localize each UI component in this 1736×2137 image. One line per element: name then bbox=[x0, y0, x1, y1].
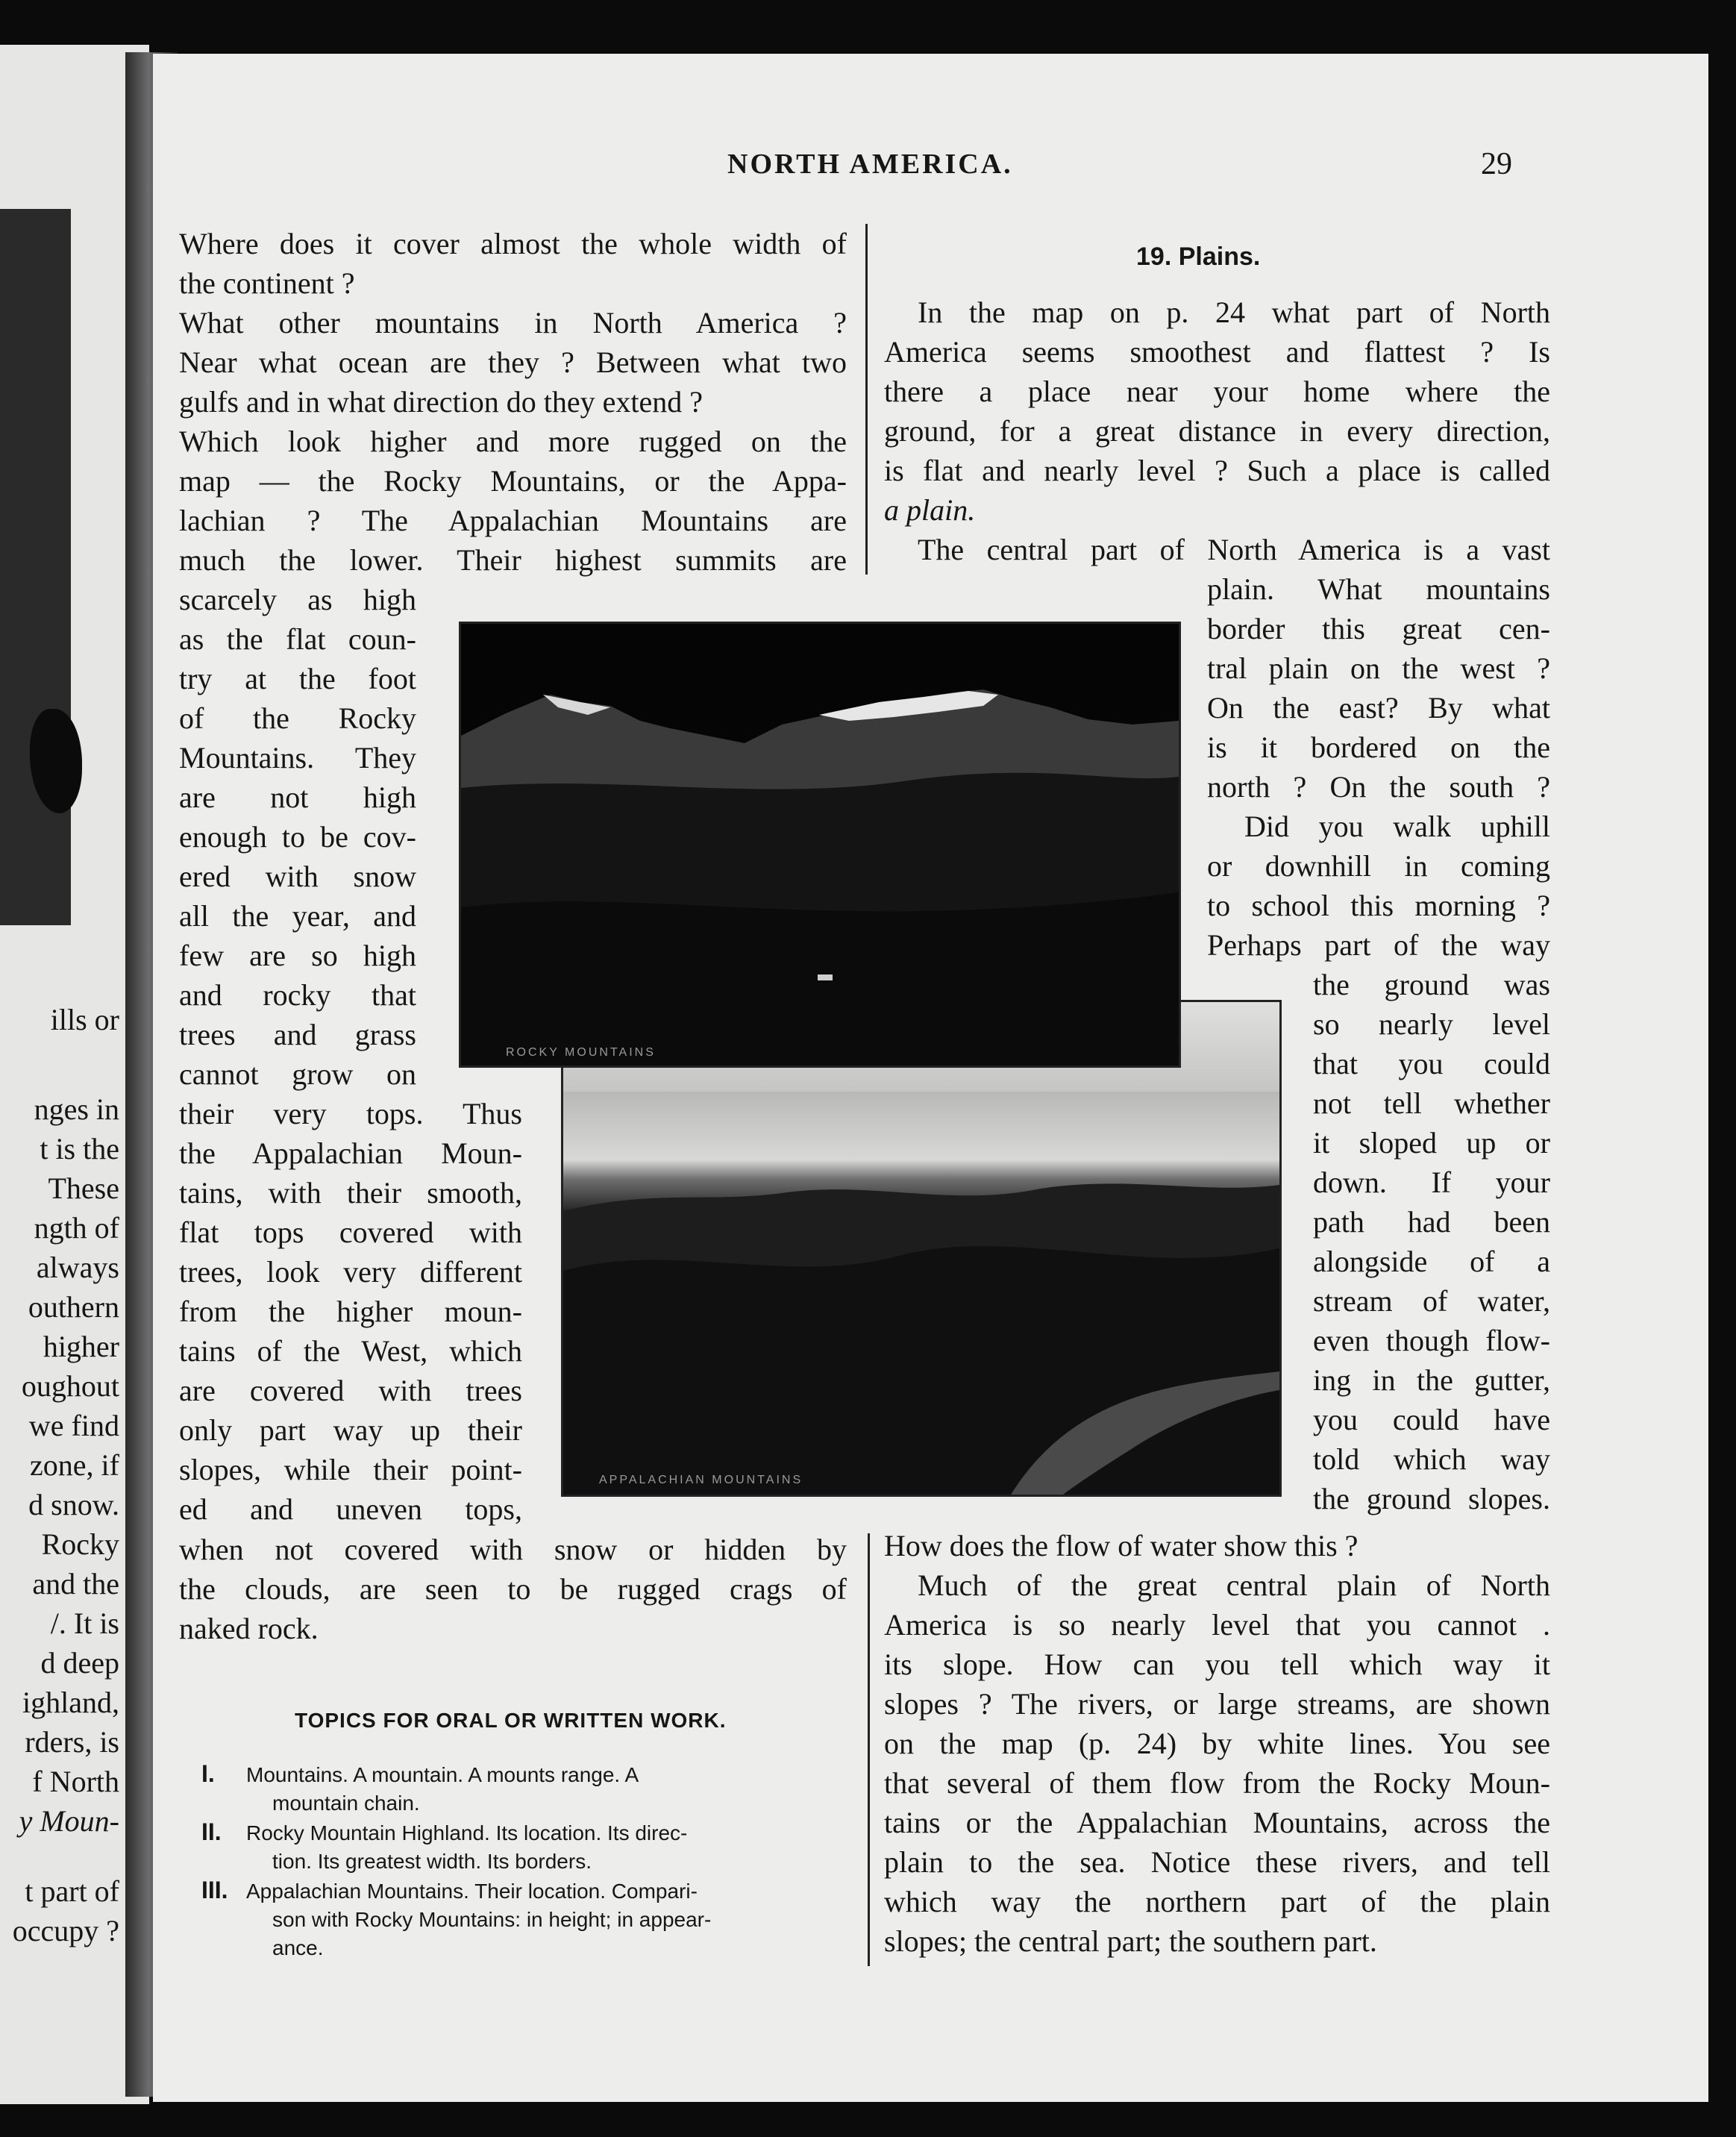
right-column-line: that several of them flow from the Rocky Moun- bbox=[884, 1766, 1550, 1800]
facing-page-line: ills or bbox=[50, 1003, 119, 1036]
topic-line: ance. bbox=[272, 1936, 324, 1959]
left-column-line: their very tops. Thus bbox=[179, 1097, 522, 1130]
page-number: 29 bbox=[1481, 147, 1512, 181]
left-column-line: naked rock. bbox=[179, 1612, 319, 1645]
left-column-line: Where does it cover almost the whole width of bbox=[179, 227, 847, 260]
right-column-line: ing in the gutter, bbox=[1313, 1363, 1550, 1397]
rocky-landscape-graphic bbox=[461, 624, 1179, 1066]
facing-page-line: zone, if bbox=[30, 1448, 119, 1482]
left-column-line: lachian ? The Appalachian Mountains are bbox=[179, 504, 847, 537]
right-column-line: alongside of a bbox=[1313, 1245, 1550, 1278]
appalachian-mountains-photo bbox=[561, 1000, 1282, 1497]
facing-page-line: f North bbox=[32, 1765, 119, 1798]
right-column-line: America is so nearly level that you cannot . bbox=[884, 1608, 1550, 1642]
right-column-line: down. If your bbox=[1313, 1166, 1550, 1199]
right-column-line: not tell whether bbox=[1313, 1086, 1550, 1120]
left-column-line: map — the Rocky Mountains, or the Appa- bbox=[179, 464, 847, 498]
right-column-line: plain. What mountains bbox=[1207, 572, 1550, 606]
left-column-line: only part way up their bbox=[179, 1413, 522, 1447]
facing-page-line: These bbox=[48, 1171, 119, 1205]
left-column-line: are covered with trees bbox=[179, 1374, 522, 1407]
left-column-line: much the lower. Their highest summits are bbox=[179, 543, 847, 577]
right-column-line: it sloped up or bbox=[1313, 1126, 1550, 1160]
right-column-line: tral plain on the west ? bbox=[1207, 651, 1550, 685]
topic-number: I. bbox=[201, 1760, 215, 1787]
topic-line: Rocky Mountain Highland. Its location. Its direc- bbox=[246, 1821, 688, 1845]
right-column-line: path had been bbox=[1313, 1205, 1550, 1239]
right-column-line: there a place near your home where the bbox=[884, 375, 1550, 408]
left-column-line: ed and uneven tops, bbox=[179, 1492, 522, 1526]
right-column-line: that you could bbox=[1313, 1047, 1550, 1080]
left-column-line: Near what ocean are they ? Between what two bbox=[179, 345, 847, 379]
left-column-line: the clouds, are seen to be rugged crags of bbox=[179, 1572, 847, 1606]
column-rule bbox=[868, 1533, 870, 1966]
left-column-line: the Appalachian Moun- bbox=[179, 1136, 522, 1170]
right-column-line: a plain. bbox=[884, 493, 976, 527]
facing-page-line: Rocky bbox=[41, 1527, 119, 1561]
left-column-line: Which look higher and more rugged on the bbox=[179, 425, 847, 458]
facing-page-line: ighland, bbox=[22, 1686, 119, 1719]
facing-page-line: we find bbox=[28, 1409, 119, 1442]
left-column-line: Mountains. They bbox=[179, 741, 416, 775]
facing-page-photo bbox=[0, 209, 71, 925]
left-column-line: tains of the West, which bbox=[179, 1334, 522, 1368]
right-column-line: tains or the Appalachian Mountains, across the bbox=[884, 1806, 1550, 1839]
facing-page-line: rders, is bbox=[25, 1725, 119, 1759]
left-column-line: What other mountains in North America ? bbox=[179, 306, 847, 340]
right-column-line: on the map (p. 24) by white lines. You see bbox=[884, 1727, 1550, 1760]
facing-page-line: and the bbox=[32, 1567, 119, 1601]
right-column-line: America seems smoothest and flattest ? Is bbox=[884, 335, 1550, 369]
right-column-line: ground, for a great distance in every direction, bbox=[884, 414, 1550, 448]
right-column-line: you could have bbox=[1313, 1403, 1550, 1436]
left-column-line: cannot grow on bbox=[179, 1057, 416, 1091]
left-column-line: enough to be cov- bbox=[179, 820, 416, 854]
topic-line: mountain chain. bbox=[272, 1792, 420, 1815]
right-column-line: or downhill in coming bbox=[1207, 849, 1550, 883]
left-column-line: the continent ? bbox=[179, 266, 355, 300]
photo-caption: ROCKY MOUNTAINS bbox=[506, 1046, 656, 1059]
right-column-line: the ground slopes. bbox=[1313, 1482, 1550, 1515]
topic-line: son with Rocky Mountains: in height; in appear- bbox=[272, 1908, 712, 1931]
facing-page-line: occupy ? bbox=[12, 1914, 119, 1947]
left-column-line: are not high bbox=[179, 780, 416, 814]
right-column-line: The central part of North America is a vast bbox=[918, 533, 1550, 566]
right-column-line: told which way bbox=[1313, 1442, 1550, 1476]
right-column-line: plain to the sea. Notice these rivers, and tell bbox=[884, 1845, 1550, 1879]
right-column-line: Perhaps part of the way bbox=[1207, 928, 1550, 962]
topic-number: II. bbox=[201, 1818, 222, 1845]
right-column-line: is it bordered on the bbox=[1207, 730, 1550, 764]
topic-line: Mountains. A mountain. A mounts range. A bbox=[246, 1763, 639, 1786]
topic-item bbox=[201, 1760, 858, 1818]
facing-page-line: higher bbox=[43, 1330, 119, 1363]
facing-page-line: t part of bbox=[25, 1874, 119, 1908]
left-column-line: tains, with their smooth, bbox=[179, 1176, 522, 1210]
left-column-line: trees and grass bbox=[179, 1018, 416, 1051]
facing-page-line: outhern bbox=[28, 1290, 119, 1324]
right-column-line: slopes ? The rivers, or large streams, are shown bbox=[884, 1687, 1550, 1721]
left-column-line: ered with snow bbox=[179, 860, 416, 893]
right-column-line: so nearly level bbox=[1313, 1007, 1550, 1041]
rocky-mountains-photo bbox=[459, 622, 1181, 1068]
left-column-line: trees, look very different bbox=[179, 1255, 522, 1289]
facing-page-line: /. It is bbox=[50, 1606, 119, 1640]
right-column-line: the ground was bbox=[1313, 968, 1550, 1001]
left-column-line: from the higher moun- bbox=[179, 1295, 522, 1328]
right-column-line: north ? On the south ? bbox=[1207, 770, 1550, 804]
topic-item bbox=[201, 1818, 858, 1876]
right-column-line: Did you walk uphill bbox=[1244, 810, 1550, 843]
left-column-line: slopes, while their point- bbox=[179, 1453, 522, 1486]
right-column-line: is flat and nearly level ? Such a place is called bbox=[884, 454, 1550, 487]
topic-number: III. bbox=[201, 1877, 228, 1903]
facing-page-line: nges in bbox=[34, 1092, 119, 1126]
right-column-line: stream of water, bbox=[1313, 1284, 1550, 1318]
right-column-line: slopes; the central part; the southern part. bbox=[884, 1924, 1377, 1958]
right-column-line: border this great cen- bbox=[1207, 612, 1550, 645]
right-column-line: On the east? By what bbox=[1207, 691, 1550, 725]
right-column-line: its slope. How can you tell which way it bbox=[884, 1648, 1550, 1681]
right-column-line: How does the flow of water show this ? bbox=[884, 1529, 1359, 1562]
left-column-line: as the flat coun- bbox=[179, 622, 416, 656]
left-column-line: and rocky that bbox=[179, 978, 416, 1012]
facing-page-line: t is the bbox=[40, 1132, 119, 1166]
facing-page-line: always bbox=[36, 1251, 119, 1284]
facing-page-line: d snow. bbox=[28, 1488, 119, 1521]
right-column-line: Much of the great central plain of North bbox=[918, 1568, 1550, 1602]
photo-caption: APPALACHIAN MOUNTAINS bbox=[599, 1474, 803, 1486]
topic-line: tion. Its greatest width. Its borders. bbox=[272, 1850, 592, 1873]
right-column-line: to school this morning ? bbox=[1207, 889, 1550, 922]
topic-item bbox=[201, 1877, 858, 1962]
appalachian-landscape-graphic bbox=[563, 1002, 1279, 1495]
right-column-line: even though flow- bbox=[1313, 1324, 1550, 1357]
column-rule bbox=[865, 224, 868, 575]
left-column-line: scarcely as high bbox=[179, 583, 416, 616]
facing-page-line: oughout bbox=[21, 1369, 119, 1403]
facing-page-line: ngth of bbox=[34, 1211, 119, 1245]
topic-line: Appalachian Mountains. Their location. Compari- bbox=[246, 1880, 698, 1903]
facing-page-line: d deep bbox=[40, 1646, 119, 1680]
left-column-line: flat tops covered with bbox=[179, 1215, 522, 1249]
running-head: NORTH AMERICA. bbox=[727, 148, 1013, 180]
right-column-line: In the map on p. 24 what part of North bbox=[918, 295, 1550, 329]
topics-heading: TOPICS FOR ORAL OR WRITTEN WORK. bbox=[295, 1709, 727, 1732]
left-column-line: when not covered with snow or hidden by bbox=[179, 1533, 847, 1566]
left-column-line: of the Rocky bbox=[179, 701, 416, 735]
left-column-line: try at the foot bbox=[179, 662, 416, 695]
left-column-line: few are so high bbox=[179, 939, 416, 972]
facing-page-line: y Moun- bbox=[19, 1804, 119, 1838]
left-column-line: all the year, and bbox=[179, 899, 416, 933]
right-column-line: which way the northern part of the plain bbox=[884, 1885, 1550, 1918]
left-column-line: gulfs and in what direction do they extend ? bbox=[179, 385, 704, 419]
section-heading: 19. Plains. bbox=[1136, 243, 1261, 271]
